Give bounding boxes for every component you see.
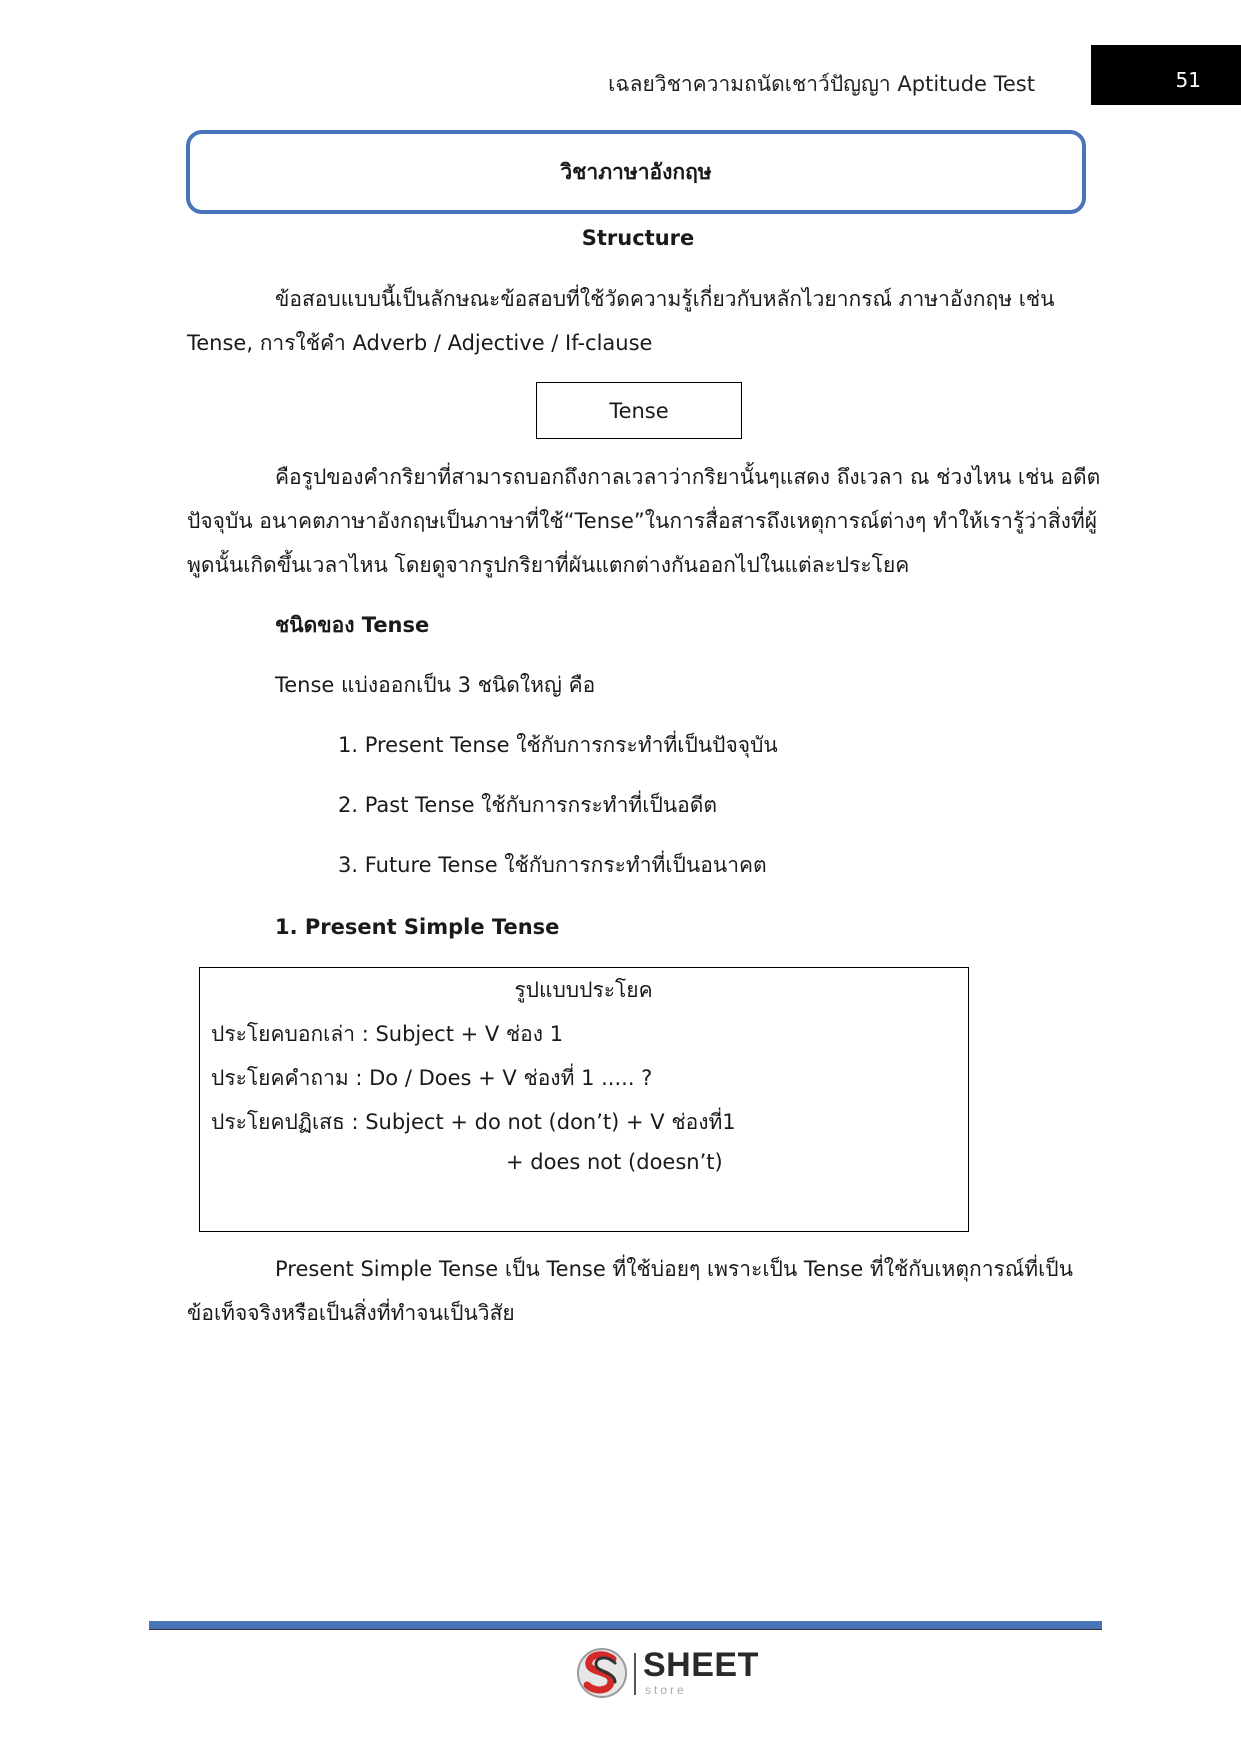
sentence-pattern-box bbox=[199, 967, 969, 1232]
types-intro: Tense แบ่งออกเป็น 3 ชนิดใหญ่ คือ bbox=[275, 673, 596, 697]
section-title: Structure bbox=[581, 226, 695, 250]
intro-line-1: ข้อสอบแบบนี้เป็นลักษณะข้อสอบที่ใช้วัดความรู้เกี่ยวกับหลักไวยากรณ์ ภาษาอังกฤษ เช่น bbox=[275, 287, 1055, 311]
footer-rule bbox=[149, 1621, 1102, 1630]
type-item-present: 1. Present Tense ใช้กับการกระทำที่เป็นปัจจุบัน bbox=[338, 733, 778, 757]
types-heading: ชนิดของ Tense bbox=[275, 613, 430, 637]
page-number-box bbox=[1091, 45, 1241, 105]
pattern-negative: ประโยคปฏิเสธ : Subject + do not (don’t) + V ช่องที่1 bbox=[211, 1110, 736, 1134]
subject-title: วิชาภาษาอังกฤษ bbox=[560, 159, 712, 184]
definition-line-2: ปัจจุบัน อนาคตภาษาอังกฤษเป็นภาษาที่ใช้“Tense”ในการสื่อสารถึงเหตุการณ์ต่างๆ ทำให้เรารู้ว่าสิ่งที่ผู้ bbox=[187, 509, 1098, 533]
page-number: 51 bbox=[1175, 68, 1201, 92]
pattern-box-title: รูปแบบประโยค bbox=[514, 978, 653, 1002]
note-line-2: ข้อเท็จจริงหรือเป็นสิ่งที่ทำจนเป็นวิสัย bbox=[187, 1301, 515, 1325]
logo-text: SHEET bbox=[643, 1646, 759, 1684]
definition-line-1: คือรูปของคำกริยาที่สามารถบอกถึงกาลเวลาว่ากริยานั้นๆแสดง ถึงเวลา ณ ช่วงไหน เช่น อดีต bbox=[275, 465, 1101, 489]
pattern-affirmative: ประโยคบอกเล่า : Subject + V ช่อง 1 bbox=[211, 1022, 564, 1046]
pattern-question: ประโยคคำถาม : Do / Does + V ช่องที่ 1 ..... ? bbox=[211, 1066, 653, 1090]
definition-line-3: พูดนั้นเกิดขึ้นเวลาไหน โดยดูจากรูปกริยาที่ผันแตกต่างกันออกไปในแต่ละประโยค bbox=[187, 553, 910, 577]
intro-line-2: Tense, การใช้คำ Adverb / Adjective / If-clause bbox=[187, 331, 653, 355]
subject-title-box bbox=[186, 130, 1086, 214]
header-title: เฉลยวิชาความถนัดเชาว์ปัญญา Aptitude Test bbox=[608, 72, 1035, 96]
tense-heading: Tense bbox=[609, 398, 669, 423]
pattern-negative-alt: + does not (doesn’t) bbox=[506, 1150, 723, 1174]
type-item-future: 3. Future Tense ใช้กับการกระทำที่เป็นอนาคต bbox=[338, 853, 767, 877]
note-line-1: Present Simple Tense เป็น Tense ที่ใช้บ่อยๆ เพราะเป็น Tense ที่ใช้กับเหตุการณ์ที่เป็น bbox=[275, 1257, 1073, 1281]
tense-heading-box bbox=[536, 382, 742, 439]
sheet-store-logo bbox=[575, 1645, 759, 1701]
present-simple-heading: 1. Present Simple Tense bbox=[275, 915, 560, 939]
type-item-past: 2. Past Tense ใช้กับการกระทำที่เป็นอดีต bbox=[338, 793, 718, 817]
logo-subtext: store bbox=[645, 1683, 687, 1697]
